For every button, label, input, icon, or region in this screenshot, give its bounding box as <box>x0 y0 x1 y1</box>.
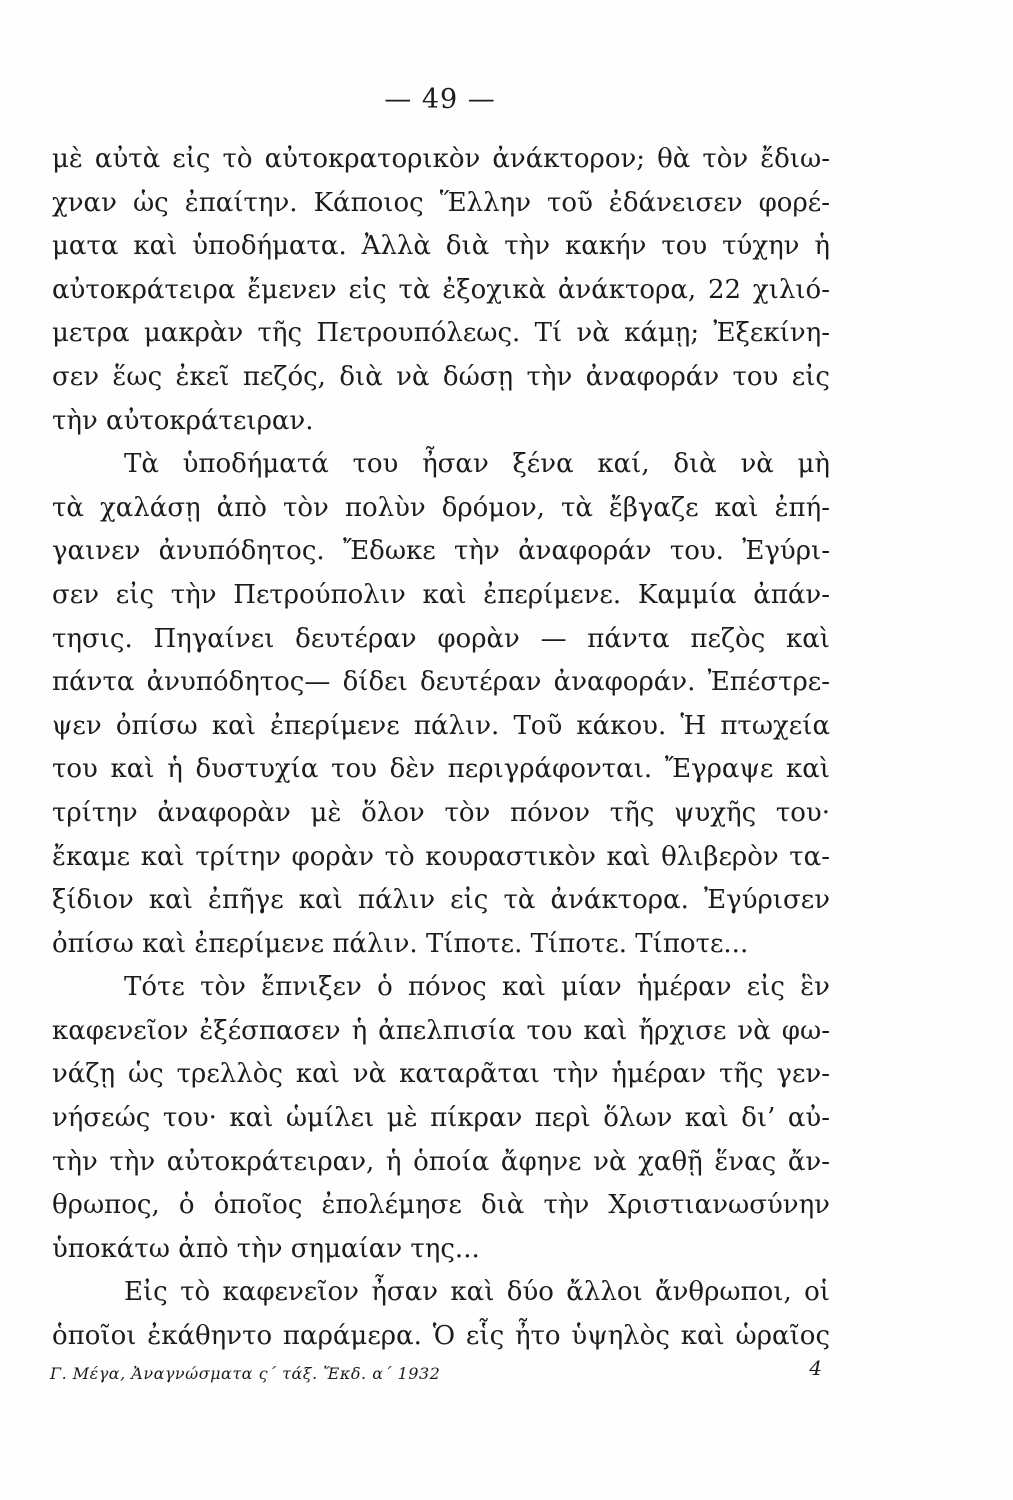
page-number: — 49 — <box>384 84 496 115</box>
text-line: ματα καὶ ὑποδήματα. Ἀλλὰ διὰ τὴν κακήν του τύχην ἡ <box>52 231 830 262</box>
text-line: μὲ αὐτὰ εἰς τὸ αὐτοκρατορικὸν ἀνάκτορον; θὰ τὸν ἔδιω- <box>52 144 830 174</box>
text-line: μετρα μακρὰν τῆς Πετρουπόλεως. Τί νὰ κάμῃ; Ἐξεκίνη- <box>52 318 830 349</box>
text-line: Εἰς τὸ καφενεῖον ἦσαν καὶ δύο ἄλλοι ἄνθρωποι, οἱ <box>124 1277 830 1308</box>
printer-signature: 4 <box>809 1356 822 1380</box>
text-line: ἔκαμε καὶ τρίτην φορὰν τὸ κουραστικὸν καὶ θλιβερὸν τα- <box>52 841 830 872</box>
text-line: ὑποκάτω ἀπὸ τὴν σημαίαν της... <box>52 1233 480 1264</box>
text-line: ὁποῖοι ἐκάθηντο παράμερα. Ὁ εἷς ἦτο ὑψηλὸς καὶ ὡραῖος <box>52 1321 830 1352</box>
text-line: ξίδιον καὶ ἐπῆγε καὶ πάλιν εἰς τὰ ἀνάκτορα. Ἐγύρισεν <box>52 885 830 916</box>
footer-citation: Γ. Μέγα, Ἀναγνώσματα ς΄ τάξ. Ἔκδ. α΄ 1932 <box>50 1364 441 1383</box>
text-line: καφενεῖον ἐξέσπασεν ἡ ἀπελπισία του καὶ ἤρχισε νὰ φω- <box>52 1015 830 1046</box>
text-line: τησις. Πηγαίνει δευτέραν φορὰν — πάντα πεζὸς καὶ <box>52 623 830 654</box>
page-footer <box>50 1356 830 1396</box>
text-line: σεν εἰς τὴν Πετρούπολιν καὶ ἐπερίμενε. Καμμία ἀπάν- <box>52 579 830 610</box>
text-line: γαινεν ἀνυπόδητος. Ἔδωκε τὴν ἀναφοράν του. Ἐγύρι- <box>52 536 830 567</box>
text-line: τρίτην ἀναφορὰν μὲ ὅλον τὸν πόνον τῆς ψυχῆς του· <box>52 797 830 828</box>
body-text <box>52 138 830 1359</box>
text-line: του καὶ ἡ δυστυχία του δὲν περιγράφονται. Ἔγραψε καὶ <box>52 754 830 785</box>
text-line: σεν ἕως ἐκεῖ πεζός, διὰ νὰ δώσῃ τὴν ἀναφοράν του εἰς <box>52 361 830 392</box>
text-line: τὰ χαλάσῃ ἀπὸ τὸν πολὺν δρόμον, τὰ ἔβγαζε καὶ ἐπή- <box>52 492 830 523</box>
text-line: νάζῃ ὡς τρελλὸς καὶ νὰ καταρᾶται τὴν ἡμέραν τῆς γεν- <box>52 1059 830 1090</box>
text-line: Τὰ ὑποδήματά του ἦσαν ξένα καί, διὰ νὰ μὴ <box>124 449 830 480</box>
text-line: χναν ὡς ἐπαίτην. Κάποιος Ἕλλην τοῦ ἐδάνεισεν φορέ- <box>52 187 830 218</box>
text-line: αὐτοκράτειρα ἔμενεν εἰς τὰ ἐξοχικὰ ἀνάκτορα, 22 χιλιό- <box>52 274 830 305</box>
text-line: ὀπίσω καὶ ἐπερίμενε πάλιν. Τίποτε. Τίποτε. Τίποτε... <box>52 928 749 959</box>
text-line: τὴν τὴν αὐτοκράτειραν, ἡ ὁποία ἄφηνε νὰ χαθῇ ἕνας ἄν- <box>52 1146 830 1177</box>
text-line: τὴν αὐτοκράτειραν. <box>52 405 314 436</box>
text-line: Τότε τὸν ἔπνιξεν ὁ πόνος καὶ μίαν ἡμέραν εἰς ἓν <box>124 972 830 1003</box>
text-line: πάντα ἀνυπόδητος— δίδει δευτέραν ἀναφοράν. Ἐπέστρε- <box>52 667 830 698</box>
text-line: νήσεώς του· καὶ ὡμίλει μὲ πίκραν περὶ ὅλων καὶ δι’ αὐ- <box>52 1103 830 1134</box>
text-line: θρωπος, ὁ ὁποῖος ἐπολέμησε διὰ τὴν Χριστιανωσύνην <box>52 1190 830 1221</box>
text-line: ψεν ὀπίσω καὶ ἐπερίμενε πάλιν. Τοῦ κάκου. Ἡ πτωχεία <box>52 710 830 741</box>
